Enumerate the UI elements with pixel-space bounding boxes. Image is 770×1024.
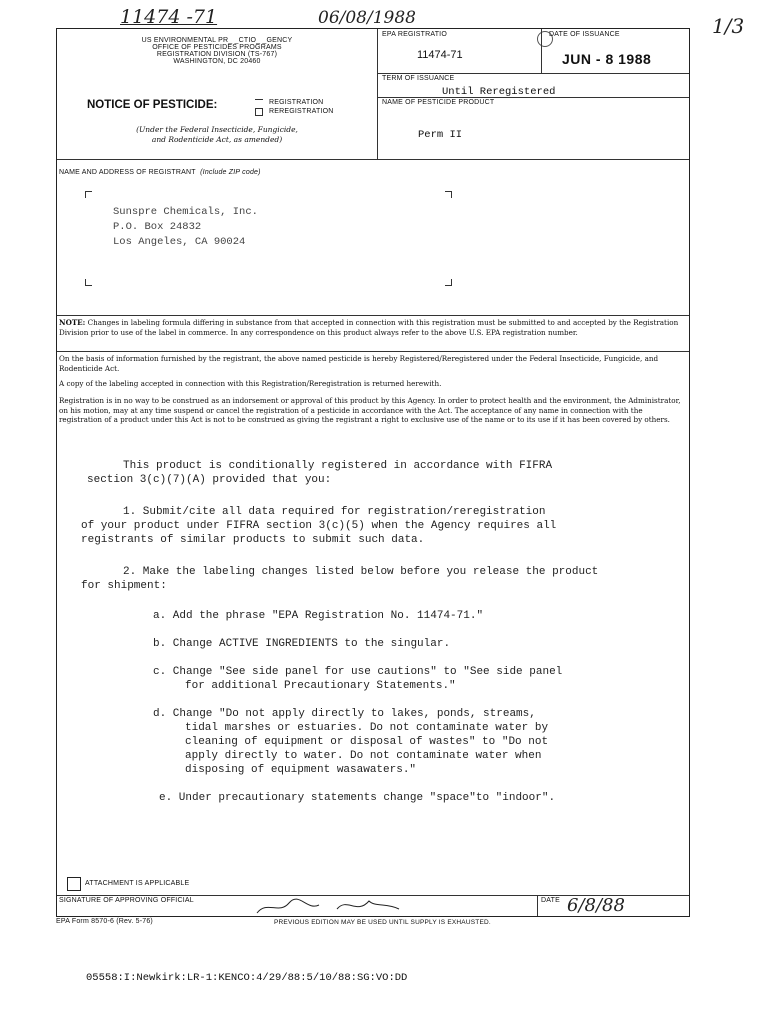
signature-field <box>57 895 537 916</box>
body-line: disposing of equipment wasawaters." <box>185 764 417 776</box>
body-line: This product is conditionally registered in accordance with FIFRA <box>123 460 553 472</box>
body-line: apply directly to water. Do not contaminate water when <box>185 750 542 762</box>
body-line: 1. Submit/cite all data required for registration/reregistration <box>123 506 546 518</box>
attachment-checkbox[interactable] <box>67 877 81 891</box>
agency-line: US ENVIRONMENTAL PR_ _CTIO_ _GENCY <box>141 37 293 44</box>
registrant-address-line: Los Angeles, CA 90024 <box>113 236 246 248</box>
agency-line: OFFICE OF PESTICIDES PROGRAMS <box>152 44 282 51</box>
body-line: of your product under FIFRA section 3(c)(5) when the Agency requires all <box>81 520 557 532</box>
attachment-label: ATTACHMENT IS APPLICABLE <box>85 880 190 887</box>
signature-label: SIGNATURE OF APPROVING OFFICIAL <box>59 897 194 904</box>
signature-date-label: DATE <box>541 897 560 904</box>
handwritten-doc-ref: 11474 -71 <box>120 6 218 28</box>
registration-option-label: REGISTRATION <box>269 99 324 106</box>
registration-checkbox[interactable] <box>255 99 263 105</box>
body-line: registrants of similar products to submit such data. <box>81 534 425 546</box>
epa-registration-label: EPA REGISTRATIO <box>382 31 447 38</box>
routing-code: 05558:I:Newkirk:LR-1:KENCO:4/29/88:5/10/88:SG:VO:DD <box>86 972 408 984</box>
registrant-label-text: NAME AND ADDRESS OF REGISTRANT <box>59 169 196 176</box>
signature-date: 6/8/88 <box>567 895 625 916</box>
labeling-note <box>59 318 687 337</box>
body-line: c. Change "See side panel for use cautions" to "See side panel <box>153 666 563 678</box>
labeling-copy-statement: A copy of the labeling accepted in connection with this Registration/Reregistration is returned herewith. <box>59 379 442 388</box>
product-name-value: Perm II <box>418 129 463 141</box>
zip-note: (Include ZIP code) <box>200 169 261 176</box>
handwritten-doc-date: 06/08/1988 <box>318 8 416 28</box>
term-of-issuance-value: Until Reregistered <box>442 86 556 98</box>
body-line: a. Add the phrase "EPA Registration No. 11474-71." <box>153 610 484 622</box>
body-line: for shipment: <box>81 580 167 592</box>
body-line: section 3(c)(7)(A) provided that you: <box>87 474 332 486</box>
body-line: b. Change ACTIVE INGREDIENTS to the singular. <box>153 638 451 650</box>
registrant-label <box>59 161 261 179</box>
agency-header <box>57 37 377 65</box>
reregistration-checkbox[interactable] <box>255 108 263 116</box>
reregistration-option-label: REREGISTRATION <box>269 108 334 115</box>
body-line: tidal marshes or estuaries. Do not contaminate water by <box>185 722 549 734</box>
notice-title: NOTICE OF PESTICIDE: <box>87 99 218 111</box>
date-of-issuance-stamp: JUN - 8 1988 <box>562 51 652 67</box>
registrant-address <box>113 205 258 250</box>
epa-registration-number: 11474-71 <box>417 49 463 61</box>
pesticide-notice-form <box>56 28 690 917</box>
body-line: e. Under precautionary statements change "space"to "indoor". <box>159 792 556 804</box>
signature-image <box>57 895 537 916</box>
statute-line: (Under the Federal Insecticide, Fungicide, <box>136 125 298 134</box>
registration-statement: On the basis of information furnished by the registrant, the above named pesticide is hereby Registered/Reregistered under the Federal Insecticide, Fungicide, and Rodenticide Act. <box>59 354 659 373</box>
form-id: EPA Form 8570-6 (Rev. 5-76) <box>56 918 153 925</box>
previous-edition-note: PREVIOUS EDITION MAY BE USED UNTIL SUPPLY IS EXHAUSTED. <box>274 919 491 926</box>
body-line: 2. Make the labeling changes listed below before you release the product <box>123 566 599 578</box>
agency-line: WASHINGTON, DC 20460 <box>173 58 261 65</box>
registrant-address-line: P.O. Box 24832 <box>113 221 202 233</box>
conditional-registration-body <box>65 459 685 805</box>
statute-note <box>57 125 377 145</box>
body-line: for additional Precautionary Statements." <box>185 680 456 692</box>
body-line: cleaning of equipment or disposal of wastes" to "Do not <box>185 736 549 748</box>
registrant-address-line: Sunspre Chemicals, Inc. <box>113 206 258 218</box>
disclaimer-statement: Registration is in no way to be construed as an indorsement or approval of this product by this Agency. In order to protect health and the environment, the Administrator, on his motion, may at any time suspend or cancel the registration of a pesticide in accordance with the Act. The acceptance of any name in connection with the registration of a product under this Act is not to be construed as giving the registrant a right to exclusive use of the name or to its use if it has been covered by others. <box>59 396 681 424</box>
body-line: d. Change "Do not apply directly to lakes, ponds, streams, <box>153 708 536 720</box>
product-name-label: NAME OF PESTICIDE PRODUCT <box>382 99 495 106</box>
handwritten-page-number: 1/3 <box>712 14 745 38</box>
date-of-issuance-label: DATE OF ISSUANCE <box>549 31 620 38</box>
statute-line: and Rodenticide Act, as amended) <box>151 135 283 144</box>
note-lead: NOTE: <box>59 318 86 327</box>
agency-line: REGISTRATION DIVISION (TS-767) <box>156 51 278 58</box>
note-text: Changes in labeling formula differing in substance from that accepted in connection with this registration must be submitted to and accepted by the Registration Division prior to use of the label in commerce. In any correspondence on this product always refer to the above U.S. EPA registration number. <box>59 318 679 337</box>
term-of-issuance-label: TERM OF ISSUANCE <box>382 75 455 82</box>
